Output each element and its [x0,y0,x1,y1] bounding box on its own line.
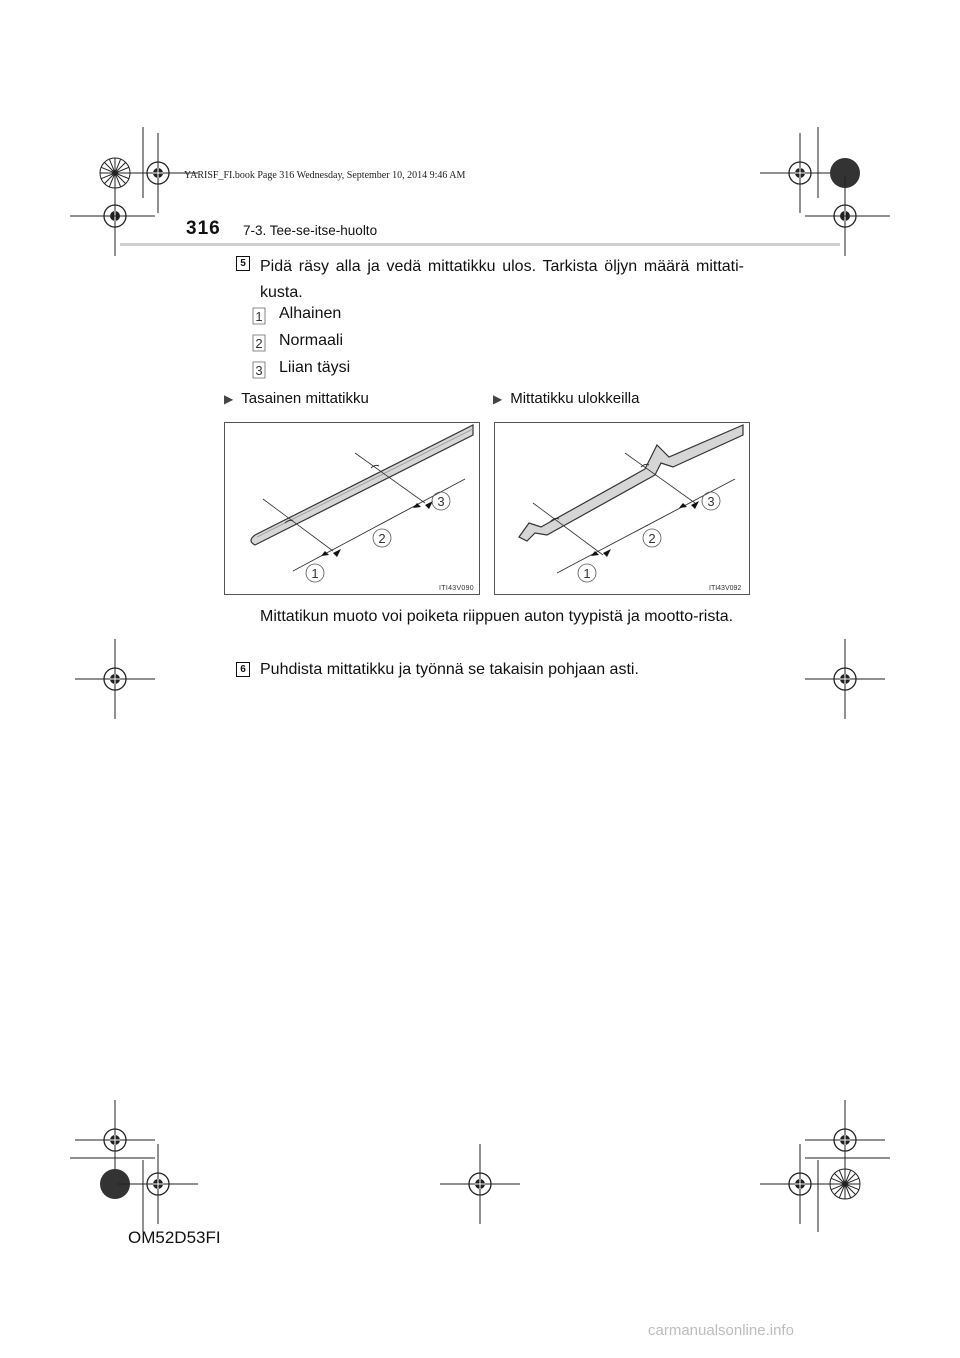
page-number: 316 [186,218,221,239]
item-label-too-full: Liian täysi [279,359,351,376]
footer-code: OM52D53FI [128,1228,221,1247]
circled-number-icon [251,333,267,353]
triangle-bullet-icon: ▶ [493,392,503,406]
svg-text:2: 2 [255,336,263,351]
list-item [251,306,267,331]
svg-text:3: 3 [255,363,263,378]
book-header: YARISF_FI.book Page 316 Wednesday, September 10, 2014 9:46 AM [184,170,466,181]
section-title: 7-3. Tee-se-itse-huolto [243,223,378,238]
svg-text:2: 2 [378,531,386,546]
header-divider [120,243,840,246]
step-6-text: Puhdista mittatikku ja työnnä se takaisin pohjaan asti. [260,661,639,678]
svg-text:ITI43V092: ITI43V092 [709,585,742,592]
svg-text:2: 2 [648,531,656,546]
svg-text:1: 1 [255,309,263,324]
item-label-normal: Normaali [279,332,344,349]
step-5-badge: 5 [236,256,250,271]
circled-number-icon [251,360,267,380]
step-5-text: Pidä räsy alla ja vedä mittatikku ulos. Tarkista öljyn määrä mittati-kusta. [260,258,744,301]
note-text: Mittatikun muoto voi poiketa riippuen auton tyypistä ja mootto-rista. [260,608,734,625]
figure-caption-protrusions: ▶ Mittatikku ulokkeilla [493,390,640,407]
svg-text:ITI43V090: ITI43V090 [439,585,474,592]
svg-text:1: 1 [583,566,591,581]
step-6-badge: 6 [236,662,250,677]
list-item [251,360,267,385]
item-label-low: Alhainen [279,305,342,322]
figure-protrusion-dipstick [494,422,750,595]
svg-text:1: 1 [311,566,319,581]
figure-caption-flat: ▶ Tasainen mittatikku [224,390,369,407]
watermark: carmanualsonline.info [648,1322,794,1339]
circled-number-icon [251,306,267,326]
triangle-bullet-icon: ▶ [224,392,234,406]
list-item [251,333,267,358]
figure-flat-dipstick [224,422,480,595]
svg-text:3: 3 [437,494,445,509]
svg-text:3: 3 [707,494,715,509]
